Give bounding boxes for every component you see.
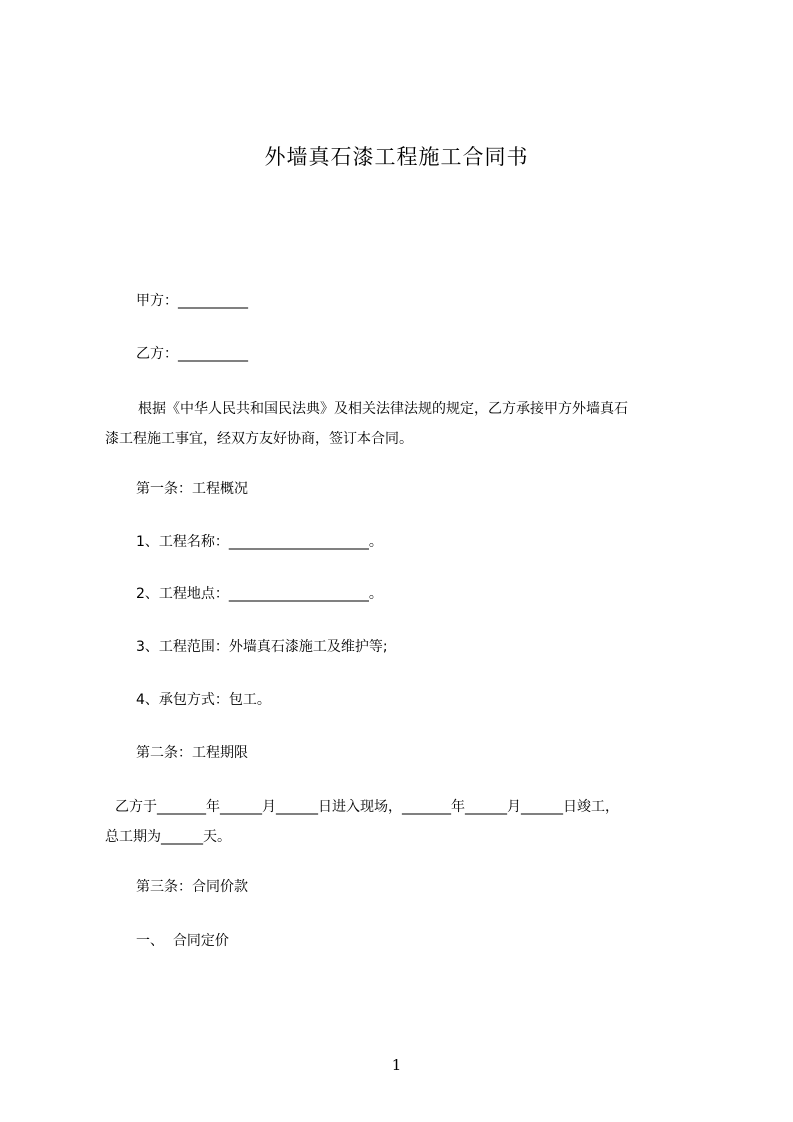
article-2-heading: 第二条：工程期限 — [136, 745, 248, 761]
article-3-heading: 第三条：合同价款 — [136, 879, 248, 895]
intro-paragraph — [105, 394, 717, 454]
article-1-item-2: 2、工程地点：____________________。 — [136, 586, 383, 602]
intro-line-1: 根据《中华人民共和国民法典》及相关法律法规的规定，乙方承接甲方外墙真石 — [138, 401, 628, 417]
document-title: 外墙真石漆工程施工合同书 — [264, 145, 529, 169]
article-3-sub-1: 一、 合同定价 — [136, 933, 229, 949]
article-1-heading: 第一条：工程概况 — [136, 481, 248, 497]
party-a-line: 甲方：__________ — [136, 293, 248, 309]
article-1-item-4: 4、承包方式：包工。 — [136, 692, 271, 708]
intro-line-2: 漆工程施工事宜，经双方友好协商，签订本合同。 — [105, 431, 413, 447]
article-2-line-2: 总工期为______天。 — [105, 829, 231, 845]
article-2-paragraph — [105, 792, 717, 852]
article-2-line-1: 乙方于_______年______月______日进入现场，_______年______月______日竣工， — [115, 799, 619, 815]
article-1-item-1: 1、工程名称：____________________。 — [136, 534, 383, 550]
party-b-line: 乙方：__________ — [136, 346, 248, 362]
page-number: 1 — [391, 1056, 402, 1074]
article-1-item-3: 3、工程范围：外墙真石漆施工及维护等; — [136, 639, 388, 655]
